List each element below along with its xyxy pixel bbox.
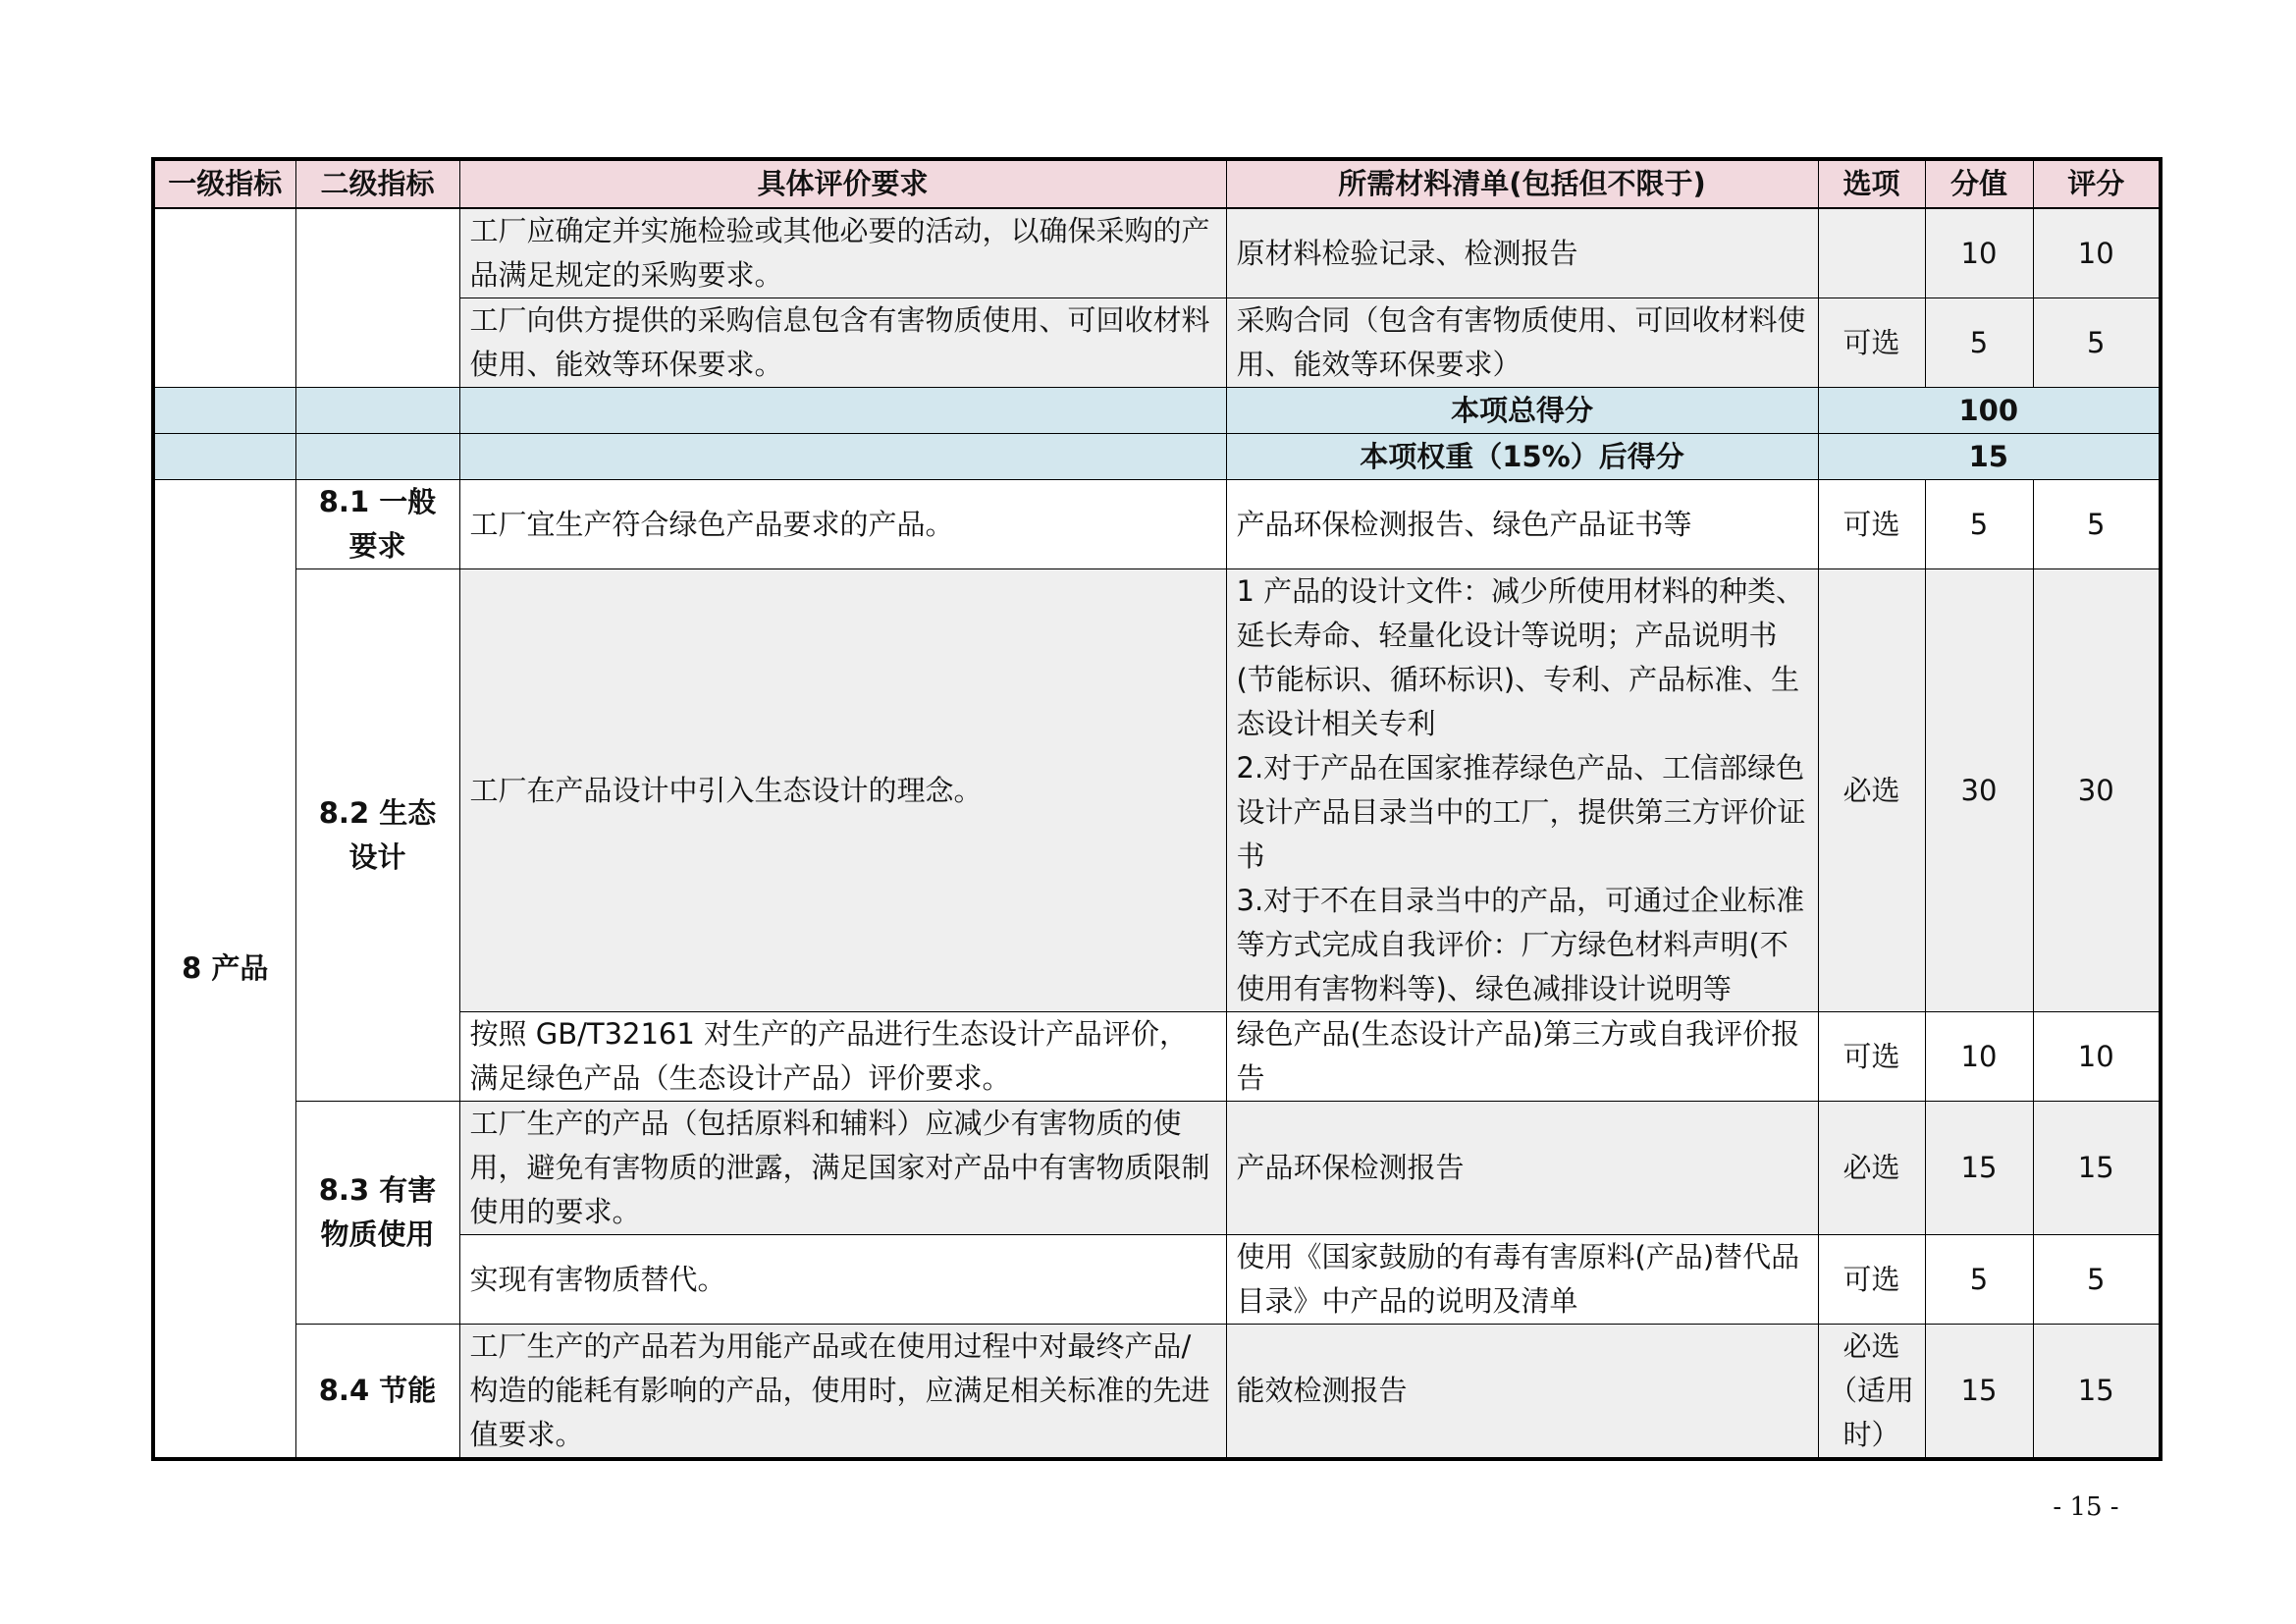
header-score: 分值: [1925, 159, 2033, 208]
header-level1: 一级指标: [153, 159, 295, 208]
table-row: [153, 208, 2161, 298]
table-row: [153, 1325, 2161, 1460]
materials-cell: 使用《国家鼓励的有毒有害原料(产品)替代品目录》中产品的说明及清单: [1226, 1235, 1818, 1325]
option-cell: 必选: [1818, 1102, 1925, 1235]
summary-row-total: [153, 388, 2161, 434]
requirement-cell: 工厂生产的产品（包括原料和辅料）应减少有害物质的使用，避免有害物质的泄露，满足国家对产品中有害物质限制使用的要求。: [459, 1102, 1226, 1235]
requirement-cell: 工厂应确定并实施检验或其他必要的活动，以确保采购的产品满足规定的采购要求。: [459, 208, 1226, 298]
rating-cell: 15: [2033, 1325, 2161, 1460]
materials-cell: 原材料检验记录、检测报告: [1226, 208, 1818, 298]
materials-cell: 能效检测报告: [1226, 1325, 1818, 1460]
rating-cell: 10: [2033, 208, 2161, 298]
materials-cell: 绿色产品(生态设计产品)第三方或自我评价报告: [1226, 1012, 1818, 1102]
materials-cell: 采购合同（包含有害物质使用、可回收材料使用、能效等环保要求）: [1226, 298, 1818, 388]
option-cell: 可选: [1818, 1235, 1925, 1325]
option-cell: [1818, 208, 1925, 298]
weighted-score-label: 本项权重（15%）后得分: [1226, 434, 1818, 480]
header-row: [153, 159, 2161, 208]
header-rating: 评分: [2033, 159, 2161, 208]
score-cell: 5: [1925, 298, 2033, 388]
materials-cell: 产品环保检测报告、绿色产品证书等: [1226, 480, 1818, 569]
page-number: - 15 -: [2053, 1492, 2119, 1522]
level2-indicator: 8.1 一般要求: [295, 480, 459, 569]
option-cell: 可选: [1818, 480, 1925, 569]
rating-cell: 15: [2033, 1102, 2161, 1235]
level1-cell: [153, 208, 295, 388]
requirement-cell: 工厂向供方提供的采购信息包含有害物质使用、可回收材料使用、能效等环保要求。: [459, 298, 1226, 388]
score-cell: 15: [1925, 1325, 2033, 1460]
score-cell: 5: [1925, 480, 2033, 569]
option-cell: 可选: [1818, 1012, 1925, 1102]
option-cell: 可选: [1818, 298, 1925, 388]
header-requirement: 具体评价要求: [459, 159, 1226, 208]
score-cell: 10: [1925, 208, 2033, 298]
level2-indicator: 8.4 节能: [295, 1325, 459, 1460]
table-row: [153, 480, 2161, 569]
option-cell: 必选（适用时）: [1818, 1325, 1925, 1460]
table-row: [153, 1102, 2161, 1235]
rating-cell: 10: [2033, 1012, 2161, 1102]
option-cell: 必选: [1818, 569, 1925, 1012]
score-cell: 30: [1925, 569, 2033, 1012]
requirement-cell: 工厂生产的产品若为用能产品或在使用过程中对最终产品/构造的能耗有影响的产品，使用时，应满足相关标准的先进值要求。: [459, 1325, 1226, 1460]
summary-row-weighted: [153, 434, 2161, 480]
materials-cell: 1 产品的设计文件：减少所使用材料的种类、延长寿命、轻量化设计等说明；产品说明书(节能标识、循环标识)、专利、产品标准、生态设计相关专利 2.对于产品在国家推荐绿色产品、工信部绿色设计产品目录当中的工厂，提供第三方评价证书 3.对于不在目录当中的产品，可通过企业标准等方式完成自我评价：厂方绿色材料声明(不使用有害物料等)、绿色减排设计说明等: [1226, 569, 1818, 1012]
rating-cell: 5: [2033, 480, 2161, 569]
total-score-value: 100: [1818, 388, 2161, 434]
requirement-cell: 工厂在产品设计中引入生态设计的理念。: [459, 569, 1226, 1012]
materials-cell: 产品环保检测报告: [1226, 1102, 1818, 1235]
requirement-cell: 实现有害物质替代。: [459, 1235, 1226, 1325]
level2-cell: [295, 208, 459, 388]
table-row: [153, 569, 2161, 1012]
evaluation-table: [151, 157, 2163, 1461]
rating-cell: 5: [2033, 298, 2161, 388]
header-level2: 二级指标: [295, 159, 459, 208]
requirement-cell: 工厂宜生产符合绿色产品要求的产品。: [459, 480, 1226, 569]
level2-indicator: 8.3 有害物质使用: [295, 1102, 459, 1325]
score-cell: 15: [1925, 1102, 2033, 1235]
level1-indicator: 8 产品: [153, 480, 295, 1460]
rating-cell: 5: [2033, 1235, 2161, 1325]
score-cell: 10: [1925, 1012, 2033, 1102]
header-option: 选项: [1818, 159, 1925, 208]
level2-indicator: 8.2 生态设计: [295, 569, 459, 1102]
weighted-score-value: 15: [1818, 434, 2161, 480]
score-cell: 5: [1925, 1235, 2033, 1325]
total-score-label: 本项总得分: [1226, 388, 1818, 434]
rating-cell: 30: [2033, 569, 2161, 1012]
header-materials: 所需材料清单(包括但不限于): [1226, 159, 1818, 208]
requirement-cell: 按照 GB/T32161 对生产的产品进行生态设计产品评价，满足绿色产品（生态设计产品）评价要求。: [459, 1012, 1226, 1102]
